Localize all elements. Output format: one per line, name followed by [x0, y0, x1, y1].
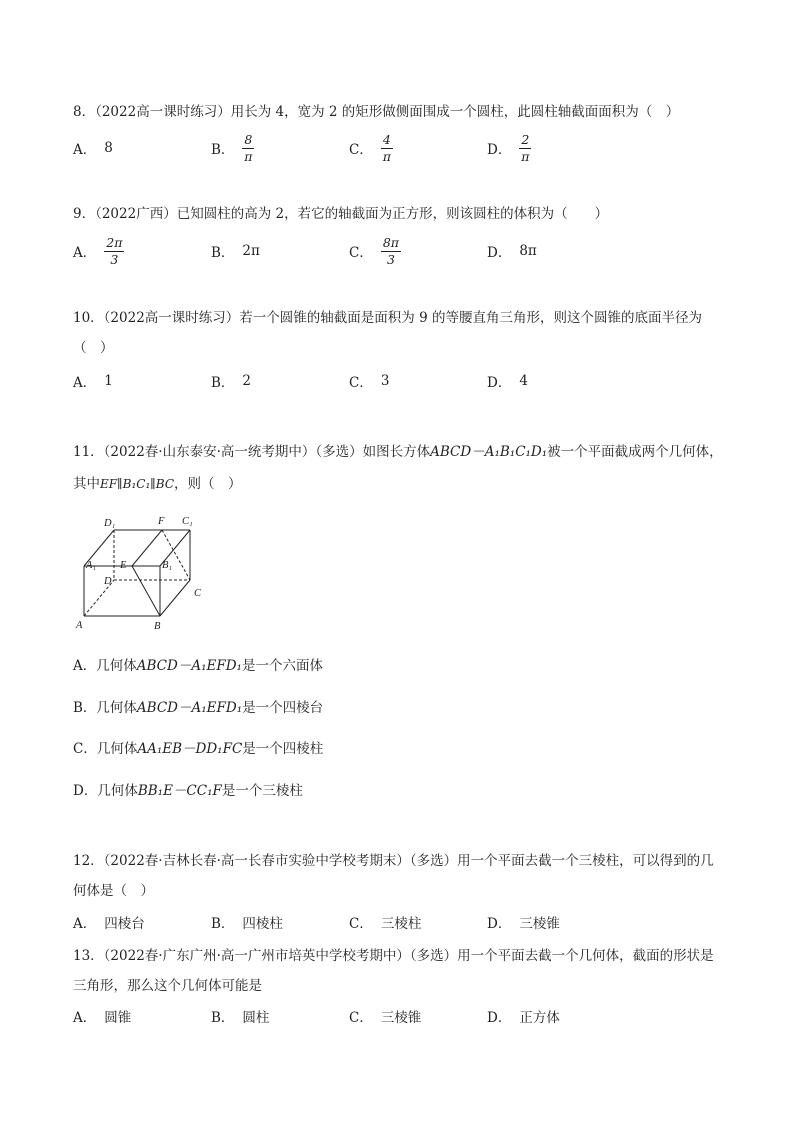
q9-option-a: A． $\frac{2\pi}{3}$ — [73, 234, 123, 267]
q11-option-d: D．几何体BB₁E－CC₁F是一个三棱柱 — [73, 783, 303, 799]
q12-option-a: A． 四棱台 — [73, 916, 145, 932]
edge-bc — [160, 580, 190, 616]
q9-option-d: D． 8π — [487, 243, 537, 261]
q10-option-c: C． 3 — [349, 373, 390, 391]
edge-fc — [162, 530, 190, 580]
q13-option-d: D． 正方体 — [487, 1010, 560, 1026]
fraction: $\frac{8}{\pi}$ — [244, 131, 253, 164]
edge-eb — [132, 566, 160, 616]
q11-option-c: C．几何体AA₁EB－DD₁FC是一个四棱柱 — [73, 741, 324, 757]
q11-stem-line2: 其中EF∥B₁C₁∥BC，则（ ） — [73, 476, 242, 492]
q8-option-c: C． $\frac{4}{\pi}$ — [349, 131, 391, 164]
q9-option-b: B． 2π — [211, 243, 260, 261]
q12-options — [73, 902, 723, 942]
q13-options — [73, 996, 723, 1036]
q10-option-a: A． 1 — [73, 373, 113, 391]
label-a1: A₁ — [86, 560, 97, 571]
label-b1: B₁ — [162, 560, 173, 571]
fraction: $\frac{2}{\pi}$ — [521, 131, 530, 164]
label-b: B — [154, 621, 161, 630]
q10-stem: 10．（2022高一课时练习）若一个圆锥的轴截面是面积为 9 的等腰直角三角形，则这个圆锥的底面半径为（ ） — [73, 310, 702, 356]
q13-stem: 13．（2022春·广东广州·高一广州市培英中学校考期中）（多选）用一个平面去截一个几何体，截面的形状是三角形，那么这个几何体可能是 — [73, 948, 714, 994]
edge-ef — [132, 530, 162, 566]
q13-option-a: A． 圆锥 — [73, 1010, 132, 1026]
label-d1: D₁ — [104, 518, 116, 529]
fraction: $\frac{4}{\pi}$ — [382, 131, 391, 164]
label-e: E — [120, 560, 127, 571]
label-f: F — [158, 516, 165, 527]
q10-options — [73, 361, 723, 401]
q12-option-c: C． 三棱柱 — [349, 916, 422, 932]
q8-option-b: B． $\frac{8}{\pi}$ — [211, 131, 253, 164]
q10-option-b: B． 2 — [211, 373, 252, 391]
label-a: A — [76, 620, 83, 630]
cuboid-figure — [72, 512, 212, 630]
label-c1: C₁ — [182, 516, 193, 527]
q9-stem: 9．（2022广西）已知圆柱的高为 2，若它的轴截面为正方形，则该圆柱的体积为（ ） — [73, 206, 609, 222]
fraction: $\frac{8\pi}{3}$ — [382, 234, 400, 267]
q8-option-d: D． $\frac{2}{\pi}$ — [487, 131, 530, 164]
q8-stem: 8．（2022高一课时练习）用长为 4，宽为 2 的矩形做侧面围成一个圆柱，此圆柱轴截面面积为（ ） — [73, 104, 680, 120]
q9-option-c: C． $\frac{8\pi}{3}$ — [349, 234, 400, 267]
q12-option-b: B． 四棱柱 — [211, 916, 283, 932]
q12-option-d: D． 三棱锥 — [487, 916, 560, 932]
q11-option-b: B．几何体ABCD－A₁EFD₁是一个四棱台 — [73, 700, 324, 716]
label-d: D — [104, 576, 112, 587]
label-c: C — [194, 588, 202, 599]
q13-option-b: B． 圆柱 — [211, 1010, 270, 1026]
q10-option-d: D． 4 — [487, 373, 528, 391]
q9-options — [73, 231, 723, 271]
fraction: $\frac{2\pi}{3}$ — [106, 234, 123, 267]
q13-option-c: C． 三棱锥 — [349, 1010, 422, 1026]
q12-stem: 12．（2022春·吉林长春·高一长春市实验中学校考期末）（多选）用一个平面去截一个三棱柱，可以得到的几何体是（ ） — [73, 853, 714, 899]
q8-options — [73, 128, 723, 168]
q8-option-a: A． 8 — [73, 140, 113, 158]
q11-stem-line1: 11．（2022春·山东泰安·高一统考期中）（多选）如图长方体ABCD－A₁B₁C₁D₁被一个平面截成两个几何体， — [73, 444, 723, 460]
q11-option-a: A．几何体ABCD－A₁EFD₁是一个六面体 — [73, 658, 323, 674]
